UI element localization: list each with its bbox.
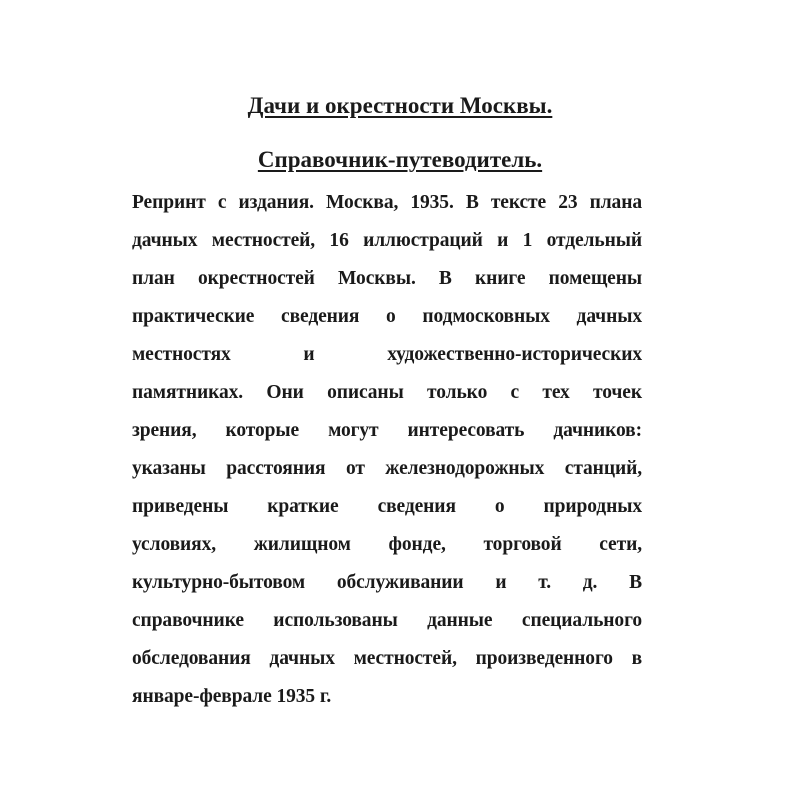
body-line: указаны расстояния от железнодорожных станций, <box>132 458 642 479</box>
body-line: культурно-бытовом обслуживании и т. д. В <box>132 572 642 593</box>
body-line: справочнике использованы данные специального <box>132 610 642 631</box>
body-line: зрения, которые могут интересовать дачников: <box>132 420 642 441</box>
body-line: план окрестностей Москвы. В книге помещены <box>132 268 642 289</box>
document-subtitle: Справочник-путеводитель. <box>257 147 543 172</box>
body-line: условиях, жилищном фонде, торговой сети, <box>132 534 642 555</box>
body-line: обследования дачных местностей, произведенного в <box>132 648 642 669</box>
body-line: приведены краткие сведения о природных <box>132 496 642 517</box>
body-line: практические сведения о подмосковных дачных <box>132 306 642 327</box>
body-line: Репринт с издания. Москва, 1935. В тексте 23 плана <box>132 192 642 213</box>
body-line: памятниках. Они описаны только с тех точек <box>132 382 642 403</box>
body-line: дачных местностей, 16 иллюстраций и 1 отдельный <box>132 230 642 251</box>
body-line: местностях и художественно-исторических <box>132 344 642 365</box>
document-title: Дачи и окрестности Москвы. <box>247 93 553 118</box>
body-line: январе-феврале 1935 г. <box>132 686 332 707</box>
